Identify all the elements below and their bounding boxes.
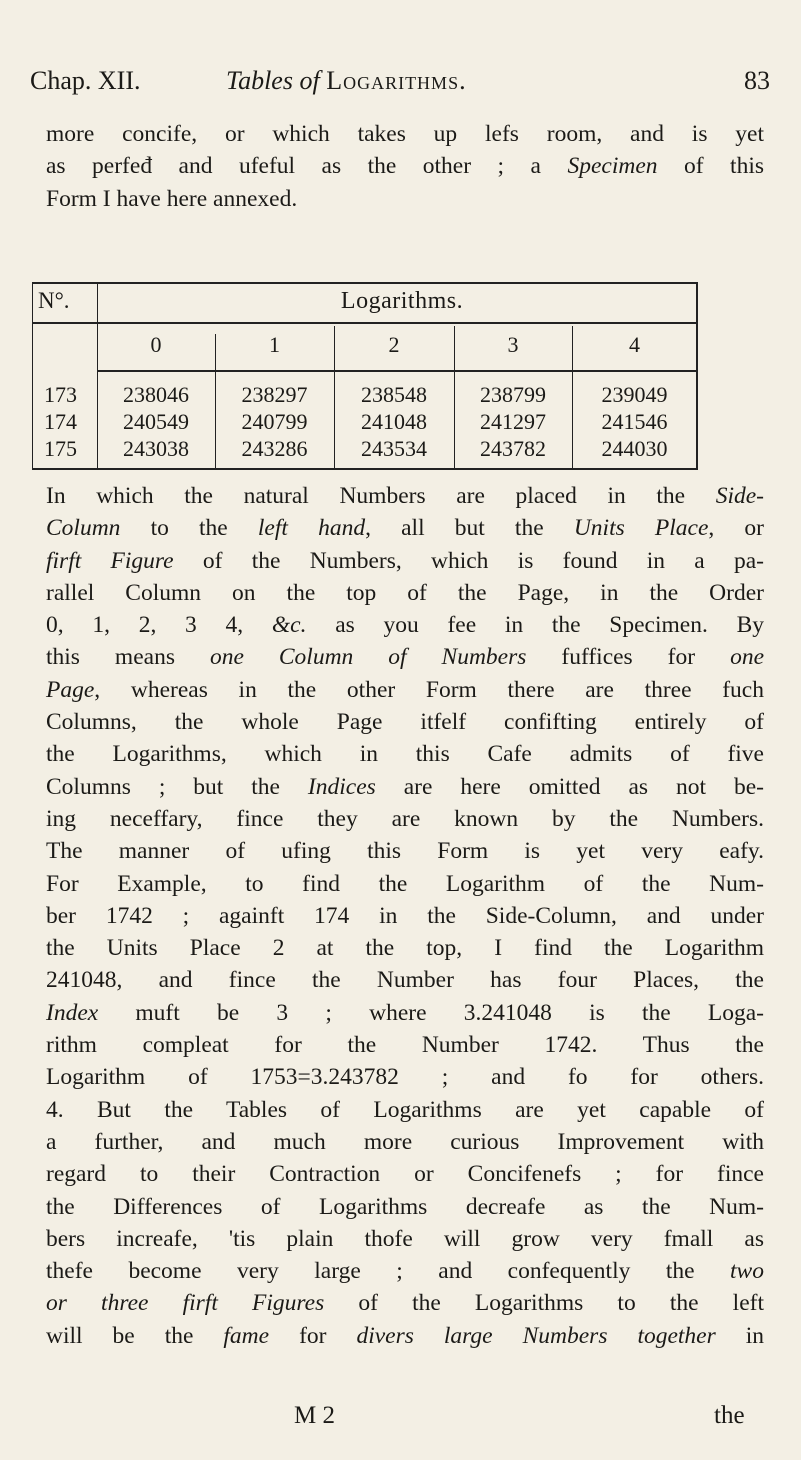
text-line — [46, 803, 764, 835]
text-run: fuffices for — [526, 644, 731, 671]
text-line — [46, 480, 764, 512]
italic-run: left hand — [257, 515, 366, 542]
italic-run: Index — [46, 999, 99, 1026]
text-line — [46, 512, 764, 544]
text-run: For Example, to find the Logarithm of the Num- — [46, 870, 764, 897]
italic-run: fame — [223, 1322, 270, 1349]
text-run: bers increafe, 'tis plain thofe will grow very fmall as — [46, 1225, 764, 1252]
text-run: in — [715, 1322, 765, 1349]
text-run: the Differences of Logarithms decreafe as the Num- — [46, 1193, 764, 1220]
running-title-italic: Tables of — [226, 66, 320, 95]
text-line — [46, 964, 764, 996]
text-run: to the — [120, 515, 258, 542]
text-run: Form I have here annexed. — [46, 185, 298, 212]
text-run: as you fee in the Specimen. By — [306, 612, 764, 639]
text-run: muft be 3 ; where 3.241048 is the Loga- — [98, 999, 764, 1026]
signature-mark: M 2 — [294, 1402, 335, 1429]
logarithm-cell: 243534 — [361, 436, 427, 461]
text-line — [46, 1191, 764, 1223]
logarithm-cell: 241297 — [480, 409, 546, 434]
logarithm-cell: 238799 — [480, 382, 546, 407]
italic-run: Specimen — [567, 153, 658, 180]
text-run: the Units Place 2 at the top, I find the Logarithm — [46, 935, 764, 962]
italic-run: Page — [46, 676, 95, 703]
text-line — [46, 1223, 764, 1255]
text-run: The manner of ufing this Form is yet very eafy. — [46, 838, 764, 865]
text-line — [46, 997, 764, 1029]
text-run: more concife, or which takes up lefs room, and is yet — [46, 121, 764, 147]
logarithm-cell: 239049 — [601, 382, 668, 407]
intro-paragraph — [46, 118, 764, 215]
text-run: Logarithm of 1753=3.243782 ; and fo for others. — [46, 1064, 764, 1091]
logarithm-cell: 243782 — [480, 436, 546, 461]
text-run: of the Numbers, which is found in a pa- — [173, 547, 764, 574]
logarithm-cell: 241546 — [601, 409, 668, 434]
text-run: ber 1742 ; againft 174 in the Side-Column, and under — [46, 902, 764, 929]
text-run: of the Logarithms to the left — [324, 1290, 764, 1317]
number-column-header: N°. — [38, 288, 70, 313]
units-column-header: 1 — [269, 332, 280, 357]
italic-run: or three firft Figures — [46, 1290, 325, 1317]
text-run: for — [269, 1322, 357, 1349]
row-number: 175 — [44, 436, 77, 461]
text-line — [46, 835, 764, 867]
text-line — [46, 577, 764, 609]
text-line — [46, 1287, 764, 1319]
text-line — [46, 932, 764, 964]
running-header — [30, 66, 770, 110]
text-line — [46, 706, 764, 738]
row-number: 174 — [44, 409, 77, 434]
text-run: will be the — [46, 1322, 224, 1349]
italic-run: &c. — [271, 612, 307, 639]
units-column-header: 4 — [629, 332, 640, 357]
italic-run: Column — [46, 515, 121, 542]
text-line — [46, 900, 764, 932]
text-run: thefe become very large ; and confequently the — [46, 1258, 731, 1285]
logarithm-cell: 244030 — [601, 436, 668, 461]
logarithm-specimen-table — [32, 282, 697, 468]
italic-run: Units Place — [573, 515, 709, 542]
page-number: 83 — [744, 66, 770, 95]
row-number: 173 — [44, 382, 77, 407]
text-run: are here omitted as not be- — [375, 773, 764, 800]
text-line — [46, 1126, 764, 1158]
logarithms-header: Logarithms. — [340, 288, 464, 314]
units-column-header: 0 — [150, 332, 162, 357]
units-column-header: 3 — [507, 332, 519, 357]
text-run: the Logarithms, which in this Cafe admits of five — [46, 741, 764, 768]
chapter-label: Chap. XII. — [30, 66, 141, 95]
text-line — [46, 609, 764, 641]
text-line — [46, 118, 764, 150]
text-line — [46, 1029, 764, 1061]
logarithm-cell: 240549 — [123, 409, 189, 434]
text-run: , whereas in the other Form there are three fuch — [94, 676, 764, 703]
italic-run: Indices — [307, 773, 376, 800]
table-column-header-rule — [97, 370, 697, 372]
text-line — [46, 150, 764, 182]
units-column-header: 2 — [388, 332, 400, 357]
text-line — [46, 1255, 764, 1287]
italic-run: Side- — [715, 483, 764, 509]
logarithm-cell: 240799 — [241, 409, 308, 434]
text-line — [46, 1061, 764, 1093]
text-run: rallel Column on the top of the Page, in the Order — [46, 579, 764, 606]
text-line — [46, 771, 764, 803]
logarithm-cell: 238046 — [123, 382, 189, 407]
text-run: , all but the — [365, 515, 574, 542]
italic-run: one Column of Numbers — [209, 644, 527, 671]
text-run: , or — [708, 515, 764, 542]
running-title-caps: Logarithms. — [326, 66, 467, 95]
text-run: rithm compleat for the Number 1742. Thus the — [46, 1032, 764, 1059]
text-run: of this — [657, 153, 764, 180]
italic-run: one — [730, 644, 764, 671]
logarithm-cell: 243038 — [123, 436, 189, 461]
logarithm-cell: 238548 — [361, 382, 427, 407]
text-line — [46, 545, 764, 577]
italic-run: firft Figure — [46, 547, 174, 574]
text-run: a further, and much more curious Improvement with — [46, 1128, 764, 1155]
text-line — [46, 183, 764, 215]
text-run: Columns, the whole Page itfelf confifting entirely of — [46, 709, 764, 736]
body-text — [46, 480, 764, 1352]
text-line — [46, 1320, 764, 1352]
text-line — [46, 868, 764, 900]
running-title — [226, 66, 467, 96]
text-run: ing neceffary, fince they are known by the Numbers. — [46, 805, 764, 832]
text-line — [46, 641, 764, 673]
logarithm-cell: 241048 — [361, 409, 427, 434]
logarithm-cell: 243286 — [241, 436, 308, 461]
text-run: this means — [46, 644, 210, 671]
italic-run: divers large Numbers together — [356, 1322, 716, 1349]
italic-run: two — [730, 1258, 764, 1285]
catchword: the — [714, 1402, 745, 1429]
logarithm-cell: 238297 — [241, 382, 308, 407]
text-line — [46, 738, 764, 770]
text-run: 241048, and fince the Number has four Places, the — [46, 967, 764, 994]
text-run: regard to their Contraction or Concifenefs ; for fince — [46, 1161, 764, 1188]
text-run: In which the natural Numbers are placed in the — [46, 483, 716, 509]
text-run: as perfeđ and ufeful as the other ; a — [46, 153, 568, 180]
text-line — [46, 674, 764, 706]
table-header-rule — [32, 322, 697, 324]
text-run: Columns ; but the — [46, 773, 308, 800]
text-run: 4. But the Tables of Logarithms are yet capable of — [46, 1096, 764, 1123]
text-run: 0, 1, 2, 3 4, — [46, 612, 272, 639]
text-line — [46, 1094, 764, 1126]
text-line — [46, 1158, 764, 1190]
